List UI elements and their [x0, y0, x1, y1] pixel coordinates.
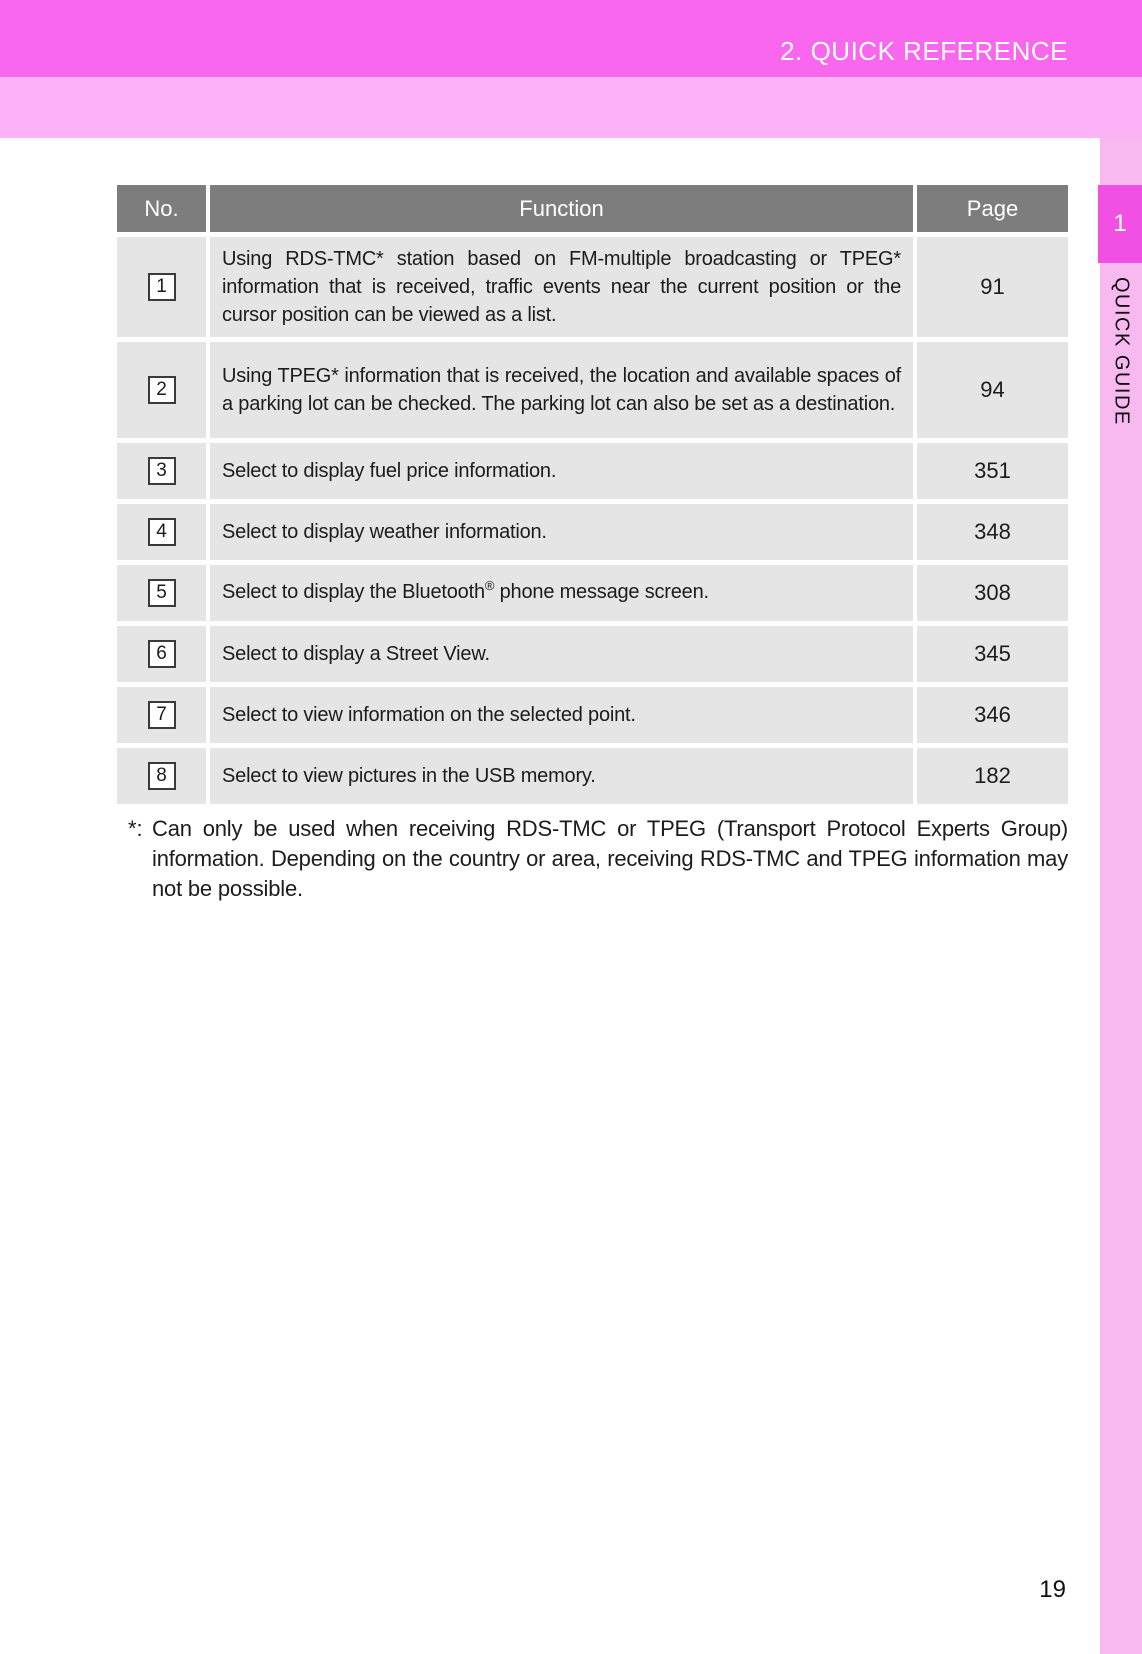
row-function-text: Using RDS-TMC* station based on FM-multiple broadcasting or TPEG* information that is received, traffic events near the current position or the cursor position can be viewed as a list.: [222, 248, 901, 326]
row-number-cell: [117, 565, 206, 621]
row-function-text-suffix: phone message screen.: [494, 581, 709, 603]
page-title: 2. QUICK REFERENCE: [780, 36, 1068, 66]
sidebar-label-wrap: [1100, 277, 1142, 426]
row-number-box: 5: [148, 579, 176, 607]
row-function-cell: [210, 237, 913, 337]
page-number: 19: [1039, 1576, 1066, 1603]
header-accent-band: [0, 77, 1142, 138]
table-row: [117, 504, 1068, 560]
chapter-number: 1: [1113, 210, 1127, 237]
row-number-box: 1: [148, 273, 176, 301]
header-cell-function: Function: [210, 185, 913, 232]
footnote-marker: *:: [128, 816, 143, 841]
table-row: [117, 687, 1068, 743]
row-page-cell: 91: [917, 237, 1068, 337]
row-number-box: 7: [148, 701, 176, 729]
table-row: [117, 748, 1068, 804]
row-function-text: Select to display a Street View.: [222, 643, 490, 665]
page-header-bar: [0, 0, 1142, 77]
row-function-text: [222, 578, 901, 608]
table-row: [117, 626, 1068, 682]
table-row: [117, 565, 1068, 621]
row-function-cell: [210, 443, 913, 499]
row-page-cell: 346: [917, 687, 1068, 743]
row-function-cell: [210, 748, 913, 804]
row-function-cell: [210, 504, 913, 560]
function-table: [117, 185, 1068, 804]
table-row: [117, 237, 1068, 337]
row-function-text: Select to view information on the selected point.: [222, 704, 636, 726]
table-row: [117, 342, 1068, 438]
row-number-cell: [117, 443, 206, 499]
table-row: [117, 443, 1068, 499]
row-function-cell: [210, 626, 913, 682]
row-number-cell: [117, 626, 206, 682]
registered-trademark-mark: ®: [484, 578, 495, 593]
chapter-tab: [1098, 185, 1142, 263]
row-function-cell: [210, 342, 913, 438]
table-header-row: [117, 185, 1068, 232]
row-number-cell: [117, 504, 206, 560]
row-number-box: 2: [148, 376, 176, 404]
row-page-cell: 308: [917, 565, 1068, 621]
row-number-cell: [117, 748, 206, 804]
row-page-cell: 351: [917, 443, 1068, 499]
row-number-cell: [117, 342, 206, 438]
row-function-text: Select to display weather information.: [222, 521, 547, 543]
row-number-cell: [117, 687, 206, 743]
row-number-box: 6: [148, 640, 176, 668]
row-function-cell: [210, 565, 913, 621]
row-page-cell: 348: [917, 504, 1068, 560]
row-function-cell: [210, 687, 913, 743]
footnote-text: Can only be used when receiving RDS-TMC or TPEG (Transport Protocol Experts Group) information. Depending on the country or area, receiving RDS-TMC and TPEG information may not be possible.: [152, 816, 1068, 901]
header-cell-page: Page: [917, 185, 1068, 232]
row-page-cell: 94: [917, 342, 1068, 438]
header-cell-no: No.: [117, 185, 206, 232]
footnote: [128, 814, 1068, 904]
row-page-cell: 182: [917, 748, 1068, 804]
row-number-box: 4: [148, 518, 176, 546]
row-function-text-prefix: Select to display the Bluetooth: [222, 581, 485, 603]
row-number-cell: [117, 237, 206, 337]
row-function-text: Select to display fuel price information.: [222, 460, 557, 482]
row-function-text: Select to view pictures in the USB memory.: [222, 765, 596, 787]
row-number-box: 3: [148, 457, 176, 485]
row-function-text: Using TPEG* information that is received, the location and available spaces of a parking lot can be checked. The parking lot can also be set as a destination.: [222, 365, 901, 415]
sidebar-label: QUICK GUIDE: [1110, 277, 1133, 426]
row-number-box: 8: [148, 762, 176, 790]
row-page-cell: 345: [917, 626, 1068, 682]
